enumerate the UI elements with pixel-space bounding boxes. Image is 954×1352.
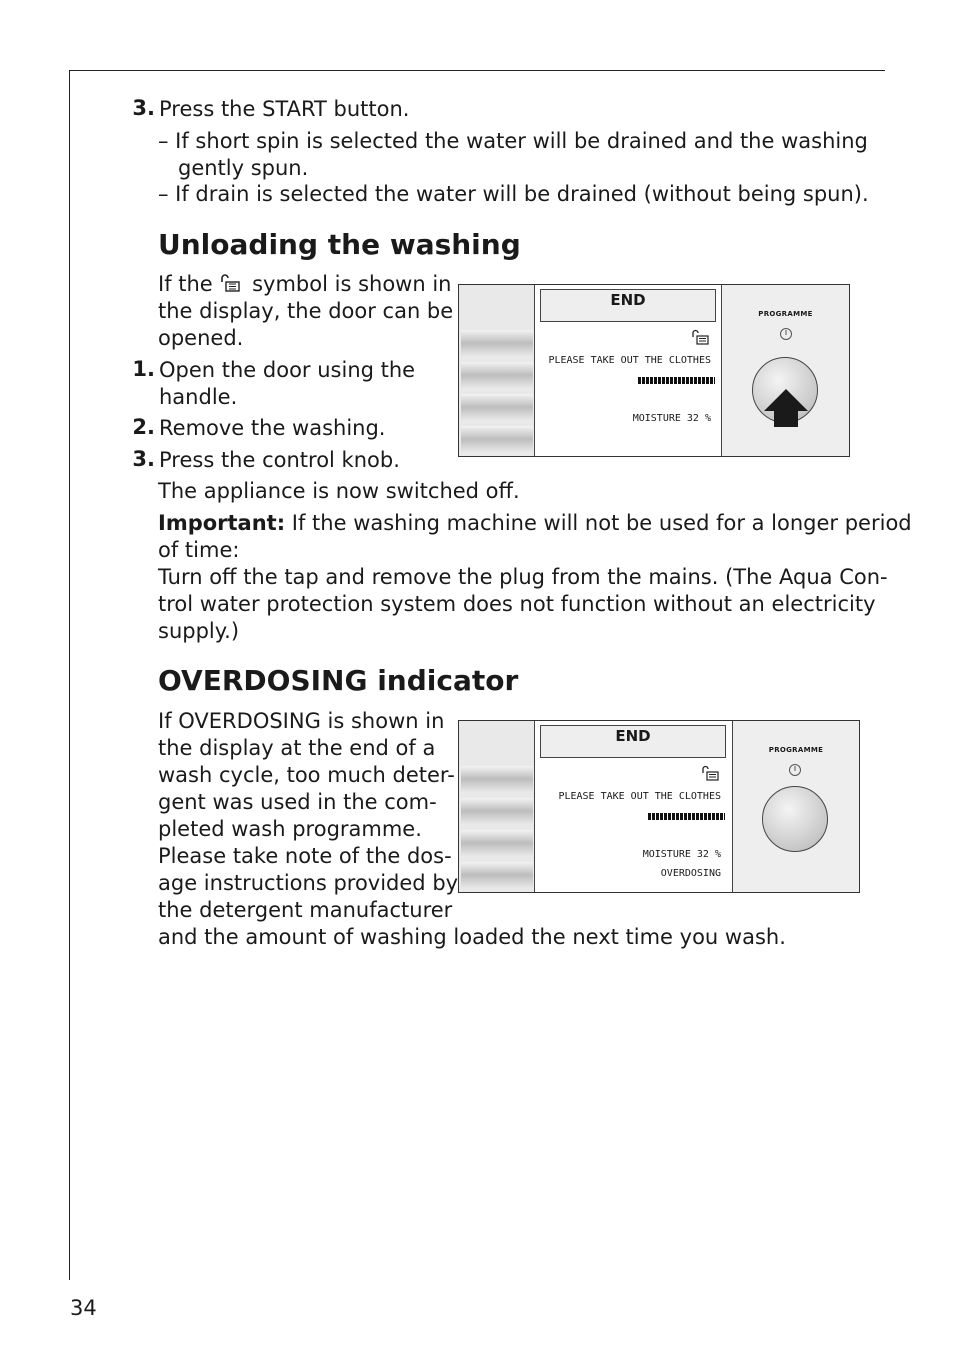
progress-bar <box>648 813 725 820</box>
step-text: handle. <box>159 385 238 409</box>
left-rule <box>69 70 70 1280</box>
overdosing-line: and the amount of washing loaded the next time you wash. <box>158 925 786 949</box>
end-label: END <box>540 725 726 758</box>
overdosing-line: the display at the end of a <box>158 736 436 760</box>
overdosing-line: wash cycle, too much deter- <box>158 763 455 787</box>
bullet-line: gently spun. <box>178 156 309 180</box>
panel-button <box>461 862 533 888</box>
intro-line: the display, the door can be <box>158 299 454 323</box>
step-number: 3. <box>132 96 155 120</box>
panel-button <box>461 798 533 824</box>
overdosing-line: gent was used in the com- <box>158 790 437 814</box>
important-line: supply.) <box>158 619 240 643</box>
control-panel-illustration <box>458 284 850 457</box>
intro-line: opened. <box>158 326 244 350</box>
step-number: 2. <box>132 415 155 439</box>
overdosing-line: age instructions provided by <box>158 871 459 895</box>
panel-button <box>461 362 533 388</box>
step-text: Press the START button. <box>159 97 410 121</box>
knob-area <box>721 285 849 456</box>
step-number: 1. <box>132 357 155 381</box>
door-unlocked-icon <box>701 765 721 781</box>
after-text: The appliance is now switched off. <box>158 479 520 503</box>
lcd-moisture: MOISTURE 32 % <box>642 849 721 860</box>
intro-line: If the symbol is shown in <box>158 272 452 296</box>
bullet-line: – If short spin is selected the water will be drained and the washing <box>158 129 868 153</box>
section-heading-overdosing: OVERDOSING indicator <box>158 664 519 697</box>
important-line: of time: <box>158 538 240 562</box>
control-knob <box>762 786 828 852</box>
important-line: Turn off the tap and remove the plug from the mains. (The Aqua Con- <box>158 565 888 589</box>
step-text: Press the control knob. <box>159 448 400 472</box>
panel-button <box>461 830 533 856</box>
power-icon <box>779 327 793 341</box>
power-icon <box>788 763 802 777</box>
overdosing-line: If OVERDOSING is shown in <box>158 709 445 733</box>
step-text: Remove the washing. <box>159 416 386 440</box>
panel-button <box>461 394 533 420</box>
button-column <box>459 285 535 456</box>
lcd-overdosing: OVERDOSING <box>660 868 721 879</box>
end-label: END <box>540 289 716 322</box>
progress-bar <box>638 377 715 384</box>
top-rule <box>69 70 885 71</box>
important-line: Important: If the washing machine will not be used for a longer period <box>158 511 912 535</box>
knob-area <box>732 721 859 892</box>
lcd-display <box>535 285 721 456</box>
overdosing-line: the detergent manufacturer <box>158 898 453 922</box>
programme-label: PROGRAMME <box>768 746 824 754</box>
page-number: 34 <box>70 1296 97 1320</box>
important-line: trol water protection system does not function without an electricity <box>158 592 876 616</box>
arrow-up-icon <box>762 387 810 429</box>
panel-button <box>461 330 533 356</box>
lcd-moisture: MOISTURE 32 % <box>632 413 711 424</box>
button-column <box>459 721 535 892</box>
step-text: Open the door using the <box>159 358 416 382</box>
step-number: 3. <box>132 447 155 471</box>
lcd-message: PLEASE TAKE OUT THE CLOTHES <box>558 791 721 802</box>
programme-label: PROGRAMME <box>758 310 813 318</box>
door-unlocked-icon <box>691 329 711 345</box>
lcd-display <box>535 721 731 892</box>
overdosing-line: pleted wash programme. <box>158 817 422 841</box>
section-heading-unloading: Unloading the washing <box>158 228 521 261</box>
overdosing-line: Please take note of the dos- <box>158 844 452 868</box>
control-panel-illustration <box>458 720 860 893</box>
panel-button <box>461 766 533 792</box>
door-unlocked-icon <box>219 273 245 293</box>
bullet-line: – If drain is selected the water will be drained (without being spun). <box>158 182 869 206</box>
lcd-message: PLEASE TAKE OUT THE CLOTHES <box>548 355 711 366</box>
panel-button <box>461 426 533 452</box>
